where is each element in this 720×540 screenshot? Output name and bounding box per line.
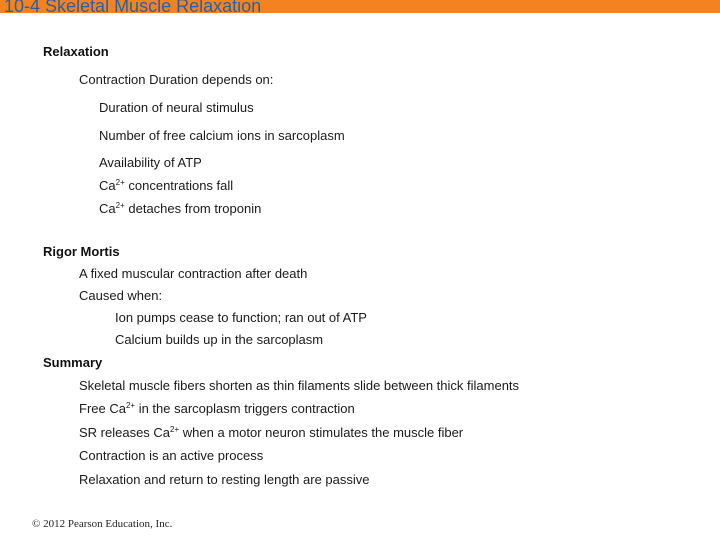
summary-item	[79, 401, 355, 417]
factor-item: Duration of neural stimulus	[99, 100, 254, 115]
ca-event-item	[99, 178, 233, 194]
caused-label: Caused when:	[79, 288, 163, 303]
factor-item: Number of free calcium ions in sarcoplasm	[99, 128, 345, 143]
ca-charge: 2+	[115, 178, 125, 187]
ca-charge: 2+	[170, 425, 180, 434]
ca-event-text: detaches from troponin	[128, 201, 262, 216]
ca-symbol: Ca	[99, 178, 116, 193]
ca-symbol: Ca	[99, 201, 116, 216]
slide-title: 10-4 Skeletal Muscle Relaxation	[4, 0, 262, 16]
ca-charge: 2+	[125, 401, 136, 410]
factor-item: Availability of ATP	[99, 155, 202, 170]
summary-text: Free Ca	[79, 401, 126, 416]
summary-item: Skeletal muscle fibers shorten as thin filaments slide between thick filaments	[79, 378, 520, 393]
ca-event-item	[99, 201, 261, 217]
cause-item: Calcium builds up in the sarcoplasm	[115, 332, 324, 347]
summary-heading: Summary	[43, 355, 103, 370]
summary-text: when a motor neuron stimulates the muscle fiber	[179, 425, 464, 440]
relaxation-heading: Relaxation	[43, 44, 109, 59]
rigor-definition: A fixed muscular contraction after death	[79, 266, 308, 281]
summary-item	[79, 425, 463, 441]
summary-text: SR releases Ca	[79, 425, 171, 440]
duration-label: Contraction Duration depends on:	[79, 72, 274, 87]
cause-item: Ion pumps cease to function; ran out of ATP	[115, 310, 367, 325]
ca-charge: 2+	[115, 201, 125, 210]
rigor-heading: Rigor Mortis	[43, 244, 120, 259]
summary-item: Contraction is an active process	[79, 448, 264, 463]
copyright-footer: © 2012 Pearson Education, Inc.	[32, 518, 173, 530]
ca-event-text: concentrations fall	[128, 178, 234, 193]
summary-text: in the sarcoplasm triggers contraction	[135, 401, 355, 416]
summary-item: Relaxation and return to resting length are passive	[79, 472, 370, 487]
